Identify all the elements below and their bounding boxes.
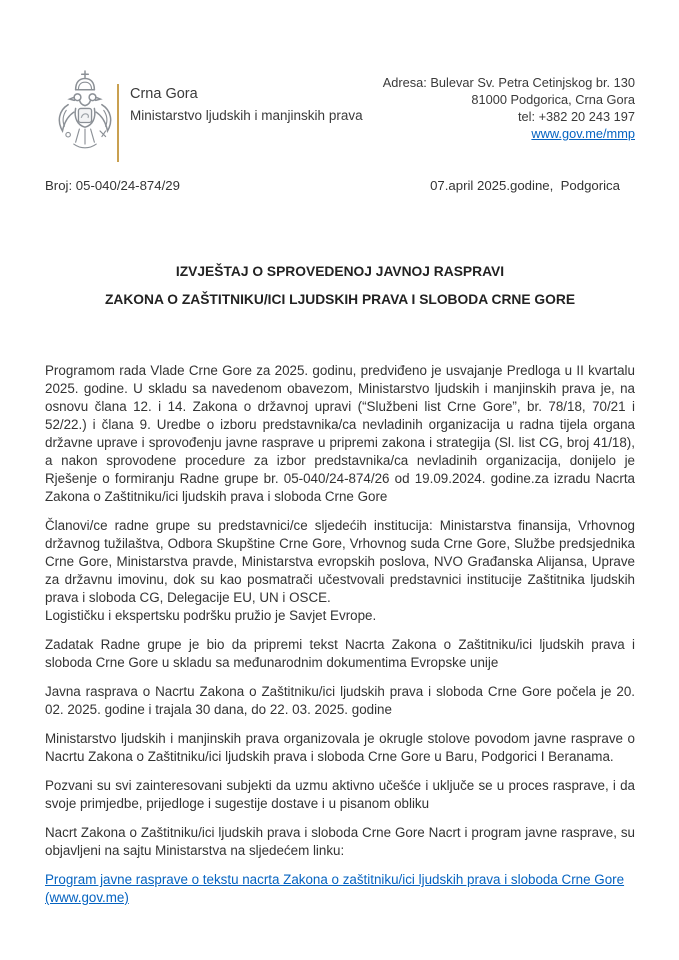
body-paragraph-zadatak-radne-grupe: Zadatak Radne grupe je bio da pripremi tekst Nacrta Zakona o Zaštitniku/ici ljudskih prava i sloboda Crne Gore u skladu sa međunarodnim dokumentima Evropske unije	[45, 637, 635, 670]
doc-date-place: 07.april 2025.godine, Podgorica	[430, 178, 620, 193]
document-title-line-2: ZAKONA O ZAŠTITNIKU/ICI LJUDSKIH PRAVA I SLOBODA CRNE GORE	[104, 292, 576, 307]
website-link[interactable]: www.gov.me/mmp	[531, 126, 635, 141]
address-line-3: tel: +382 20 243 197	[517, 109, 635, 124]
address-block	[383, 74, 635, 142]
address-line-2: 81000 Podgorica, Crna Gora	[471, 92, 635, 107]
document-title-line-1: IZVJEŠTAJ O SPROVEDENOJ JAVNOJ RASPRAVI	[175, 264, 505, 279]
body-paragraph-program-rada: Programom rada Vlade Crne Gore za 2025. godinu, predviđeno je usvajanje Predloga u II kvartalu 2025. godine. U skladu sa navedenom obavezom, Ministarstvo ljudskih i manjinskih prava je, na osnovu člana 12. i 14. Zakona o državnoj upravi (“Službeni list Crne Gore”, br. 78/18, 70/21 i 52/22.) i člana 9. Uredbe o izboru predstavnika/ca nevladinih organizacija u radna tijela organa državne uprave i sprovođenju javne rasprave u pripremi zakona i strategija (Sl. list CG, broj 41/18), a nakon sprovodene procedure za izbor predstavnika/ca nevladinih organizacija, donijelo je Rješenje o formiranju Radne grupe br. 05-040/24-874/26 od 19.09.2024. godine.za izradu Nacrta Zakona o Zaštitniku/ici ljudskih prava i sloboda Crne Gore	[45, 363, 635, 504]
letterhead	[55, 68, 635, 170]
body-paragraph-poziv-subjektima: Pozvani su svi zainteresovani subjekti da uzmu aktivno učešće i uključe se u proces rasprave, i da svoje primjedbe, prijedloge i sugestije dostave i u pisanom obliku	[45, 778, 635, 811]
coat-of-arms-icon	[55, 68, 115, 162]
org-ministry: Ministarstvo ljudskih i manjinskih prava	[130, 108, 363, 123]
body-paragraph-okrugli-stolovi: Ministarstvo ljudskih i manjinskih prava organizovala je okrugle stolove povodom javne rasprave o Nacrtu Zakona o Zaštitniku/ici ljudskih prava i sloboda Crne Gore u Baru, Podgorici I Beranama.	[45, 731, 635, 764]
body-paragraph-objava-na-sajtu: Nacrt Zakona o Zaštitniku/ici ljudskih prava i sloboda Crne Gore Nacrt i program javne rasprave, su objavljeni na sajtu Ministarstva na sljedećem linku:	[45, 825, 635, 858]
link-paragraph	[45, 871, 635, 907]
org-country: Crna Gora	[130, 86, 198, 102]
address-line-1: Adresa: Bulevar Sv. Petra Cetinjskog br. 130	[382, 75, 635, 90]
body-paragraph-javna-rasprava-trajanje: Javna rasprava o Nacrtu Zakona o Zaštitniku/ici ljudskih prava i sloboda Crne Gore počela je 20. 02. 2025. godine i trajala 30 dana, do 22. 03. 2025. godine	[45, 684, 635, 717]
organization-block	[130, 83, 363, 127]
body-paragraph-savjet-evrope: Logističku i ekspertsku podršku pružio je Savjet Evrope.	[45, 608, 377, 623]
letterhead-divider	[117, 84, 119, 162]
document-body	[45, 362, 635, 918]
body-paragraph-clanovi-radne-grupe: Članovi/ce radne grupe su predstavnici/ce sljedećih institucija: Ministarstva finansija, Vrhovnog državnog tužilaštva, Odbora Skupštine Crne Gore, Vrhovnog suda Crne Gore, Službe predsjednika Crne Gore, Ministarstva pravde, Ministarstva evropskih poslova, NVO Građanska Alijansa, Uprave za državnu imovinu, dok su kao posmatrači učestvovali predstavnici institucije Zaštitnika ljudskih prava i sloboda CG, Delegacije EU, UN i OSCE.	[45, 518, 635, 605]
public-consultation-program-link[interactable]: Program javne rasprave o tekstu nacrta Zakona o zaštitniku/ici ljudskih prava i sloboda Crne Gore (www.gov.me)	[45, 872, 625, 905]
doc-number: Broj: 05-040/24-874/29	[45, 178, 180, 193]
reference-row	[45, 178, 635, 193]
document-title	[45, 258, 635, 314]
